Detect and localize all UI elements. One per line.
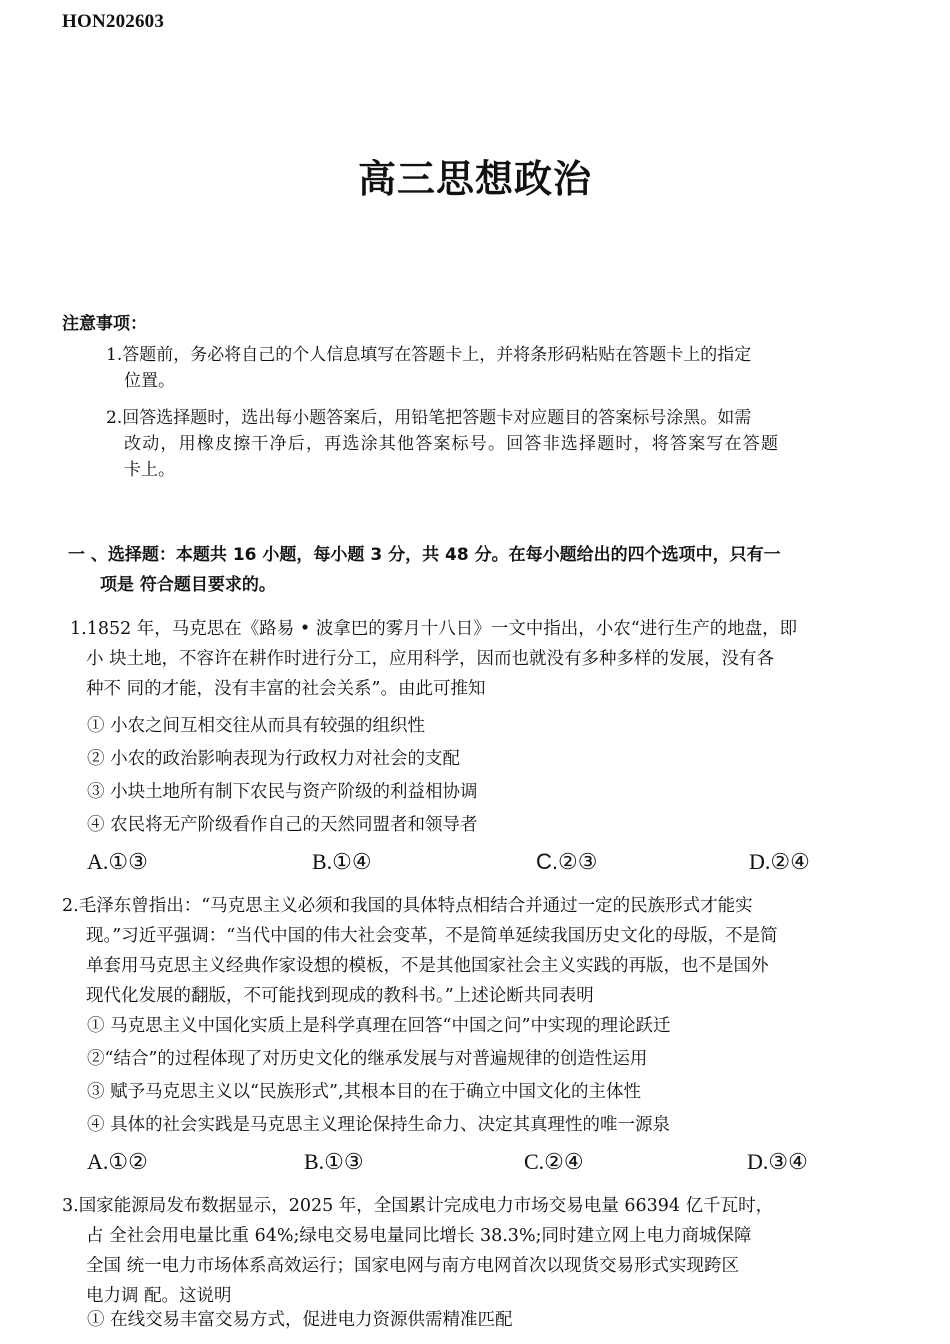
option-statement: ③ 小块土地所有制下农民与资产阶级的利益相协调 <box>87 782 478 802</box>
question-line: 电力调 配。这说明 <box>86 1286 232 1306</box>
answer-choice-b[interactable]: B.①③ <box>304 1149 364 1174</box>
question-line: 1.1852 年，马克思在《路易 • 波拿巴的雾月十八日》一文中指出，小农“进行生产的地盘，即 <box>70 619 798 639</box>
notice-heading: 注意事项： <box>62 314 147 334</box>
option-statement: ②“结合”的过程体现了对历史文化的继承发展与对普遍规律的创造性运用 <box>87 1049 648 1069</box>
question-line: 占 全社会用电量比重 64%;绿电交易电量同比增长 38.3%;同时建立网上电力商城保障 <box>86 1226 752 1246</box>
question-line: 3.国家能源局发布数据显示，2025 年，全国累计完成电力市场交易电量 66394 亿千瓦时， <box>62 1196 774 1216</box>
question-3-options <box>87 1305 513 1335</box>
answer-choice-a[interactable]: A.①③ <box>87 849 148 874</box>
option-statement: ② 小农的政治影响表现为行政权力对社会的支配 <box>87 749 461 769</box>
question-1-options <box>87 711 478 840</box>
question-3-stem <box>62 1191 882 1311</box>
notice-line: 2.回答选择题时，选出每小题答案后，用铅笔把答题卡对应题目的答案标号涂黑。如需 <box>106 408 752 428</box>
question-line: 现代化发展的翻版，不可能找到现成的教科书。”上述论断共同表明 <box>86 986 594 1006</box>
answer-choice-c[interactable]: C.②④ <box>524 1149 584 1174</box>
option-statement: ④ 农民将无产阶级看作自己的天然同盟者和领导者 <box>87 815 478 835</box>
option-statement: ① 在线交易丰富交易方式，促进电力资源供需精准匹配 <box>87 1310 513 1330</box>
option-statement: ① 马克思主义中国化实质上是科学真理在回答“中国之问”中实现的理论跃迁 <box>87 1016 671 1036</box>
question-1-stem <box>70 614 882 704</box>
option-statement: ① 小农之间互相交往从而具有较强的组织性 <box>87 716 426 736</box>
question-line: 全国 统一电力市场体系高效运行；国家电网与南方电网首次以现货交易形式实现跨区 <box>86 1256 740 1276</box>
answer-choice-c[interactable]: C.②③ <box>536 849 598 874</box>
page-title: 高三思想政治 <box>357 157 592 201</box>
answer-choice-d[interactable]: D.③④ <box>747 1149 808 1174</box>
question-line: 单套用马克思主义经典作家设想的模板，不是其他国家社会主义实践的再版，也不是国外 <box>86 956 769 976</box>
notice-line: 位置。 <box>124 371 175 391</box>
answer-choice-b[interactable]: B.①④ <box>312 849 372 874</box>
notice-line: 1.答题前，务必将自己的个人信息填写在答题卡上，并将条形码粘贴在答题卡上的指定 <box>106 345 752 365</box>
option-statement: ③ 赋予马克思主义以“民族形式”,其根本目的在于确立中国文化的主体性 <box>87 1082 642 1102</box>
question-line: 小 块土地，不容许在耕作时进行分工，应用科学，因而也就没有多种多样的发展，没有各 <box>86 649 775 669</box>
notice-item <box>106 342 876 394</box>
answer-choice-a[interactable]: A.①② <box>87 1149 148 1174</box>
question-line: 现。”习近平强调：“当代中国的伟大社会变革，不是简单延续我国历史文化的母版，不是简 <box>86 926 778 946</box>
section-heading <box>68 540 878 600</box>
answer-choice-d[interactable]: D.②④ <box>749 849 810 874</box>
notice-line: 改动，用橡皮擦干净后，再选涂其他答案标号。回答非选择题时，将答案写在答题 <box>124 434 780 454</box>
option-statement: ④ 具体的社会实践是马克思主义理论保持生命力、决定其真理性的唯一源泉 <box>87 1115 671 1135</box>
document-code: HON202603 <box>62 11 165 32</box>
notice-item <box>106 405 876 483</box>
section-heading-line: 项是 符合题目要求的。 <box>100 575 276 595</box>
notice-line: 卡上。 <box>124 460 175 480</box>
section-heading-line: 一 、选择题：本题共 16 小题，每小题 3 分，共 48 分。在每小题给出的四个选项中，只有一 <box>68 545 781 565</box>
question-line: 种不 同的才能，没有丰富的社会关系”。由此可推知 <box>86 679 486 699</box>
question-2-options <box>87 1011 670 1140</box>
question-line: 2.毛泽东曾指出：“马克思主义必须和我国的具体特点相结合并通过一定的民族形式才能实 <box>62 896 753 916</box>
question-2-stem <box>62 891 882 1011</box>
